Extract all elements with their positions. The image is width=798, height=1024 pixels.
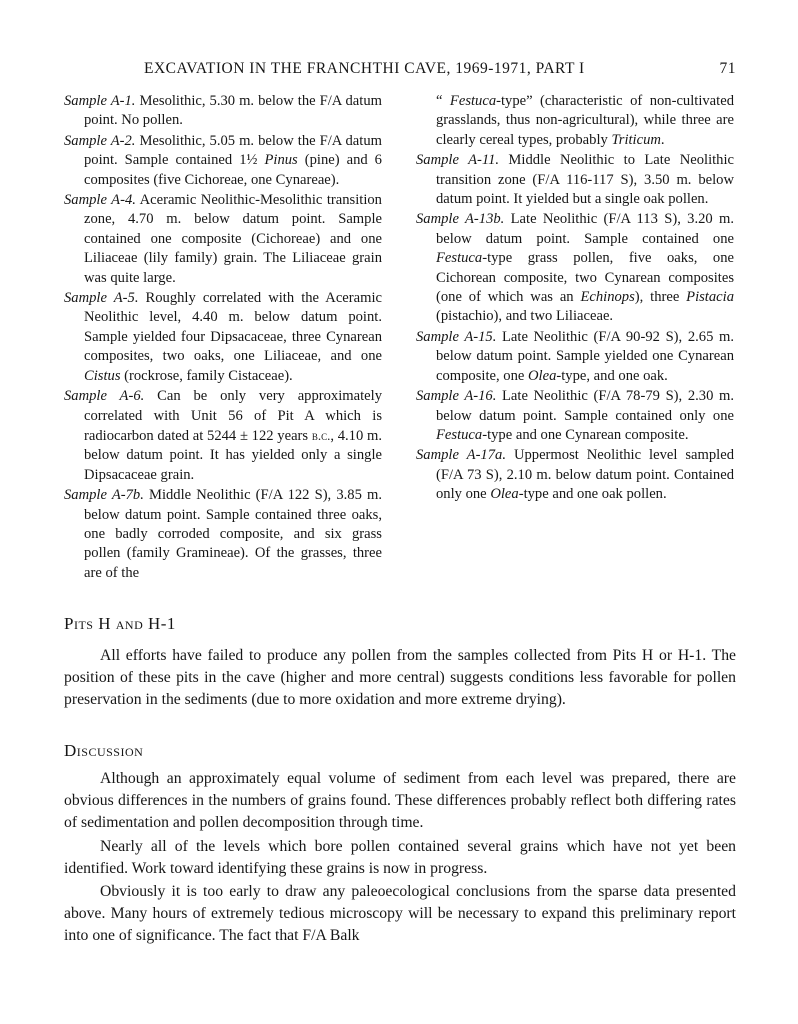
sample-text: ), three	[634, 289, 687, 306]
sample-text: Middle Neolithic to Late Neolithic transition zone (F/A 116-117 S), 3.50 m. below datum point. It yielded but a single oak pollen.	[436, 152, 735, 208]
sample-text: Aceramic Neolithic-Mesolithic transition zone, 4.70 m. below datum point. Sample contained one composite (Cichoreae) and one Liliaceae (lily family) grain. The Liliaceae grain was quite large.	[84, 192, 382, 286]
sample-a2-entry	[64, 132, 382, 190]
taxon-name: Olea	[490, 486, 519, 503]
sample-text: Can be only very approximately correlated with Unit 56 of Pit A which is radiocarbon dated at 5244 ± 122 years	[84, 388, 382, 444]
section-heading: Discussion	[64, 741, 144, 760]
left-column	[64, 92, 382, 584]
sample-text: -type” (characteristic of non-cultivated grasslands, thus non-agricultural), while three are clearly cereal types, probably	[436, 93, 734, 148]
sample-text: (pistachio), and two Liliaceae.	[436, 308, 614, 325]
sample-text: (rockrose, family Cistaceae).	[120, 367, 293, 384]
sample-a7b-entry	[64, 486, 382, 583]
section-heading: Pits H and H-1	[64, 614, 176, 633]
sample-text: , 4.10 m. below datum point. It has yielded only a single Dipsacaceae grain.	[84, 427, 382, 483]
sample-text: Uppermost Neolithic level sampled (F/A 73 S), 2.10 m. below datum point. Contained only one	[436, 447, 734, 503]
sample-text: “	[436, 93, 450, 109]
sample-text: Mesolithic, 5.05 m. below the F/A datum point. Sample contained 1½	[84, 132, 382, 169]
taxon-name: Echinops	[580, 289, 635, 306]
sample-a17a-entry	[416, 446, 734, 504]
sample-text: Late Neolithic (F/A 113 S), 3.20 m. below datum point. Sample contained one	[436, 211, 734, 247]
sample-label: Sample A-1.	[64, 93, 136, 109]
sample-a15-entry	[416, 328, 734, 386]
sample-label: Sample A-17a.	[416, 447, 506, 464]
sample-text: -type and one oak pollen.	[518, 486, 667, 503]
sample-label: Sample A-5.	[64, 290, 139, 307]
right-column	[416, 92, 734, 506]
taxon-name: Pistacia	[686, 289, 734, 306]
sample-a5-entry	[64, 289, 382, 386]
sample-a4-entry	[64, 191, 382, 288]
taxon-name: Festuca	[449, 93, 497, 109]
sample-text: -type and one Cynarean composite.	[482, 426, 689, 443]
sample-text: .	[660, 131, 665, 148]
body-paragraph: All efforts have failed to produce any pollen from the samples collected from Pits H or H-1. The position of these pits in the cave (higher and more central) suggests conditions less favorable for pollen preservation in the sediments (due to more oxidation and more extreme drying).	[64, 647, 736, 709]
taxon-name: Festuca	[436, 426, 483, 443]
sample-label: Sample A-2.	[64, 132, 136, 149]
discussion-section	[64, 740, 736, 948]
sample-label: Sample A-13b.	[416, 211, 505, 228]
sample-text: -type grass pollen, five oaks, one Cichorean composite, two Cynarean composites (one of which was an	[436, 250, 734, 306]
page-number: 71	[719, 60, 736, 77]
body-paragraph: Although an approximately equal volume of sediment from each level was prepared, there are obvious differences in the numbers of grains found. These differences probably reflect both differing rates of sedimentation and pollen decomposition through time.	[64, 770, 736, 832]
sample-text: -type, and one oak.	[556, 367, 668, 384]
sample-label: Sample A-6.	[64, 388, 145, 405]
sample-a6-entry	[64, 387, 382, 485]
sample-a16-entry	[416, 387, 734, 445]
sample-text: (pine) and 6 composites (five Cichoreae, one Cynareae).	[84, 152, 382, 188]
body-paragraph: Obviously it is too early to draw any paleoecological conclusions from the sparse data presented above. Many hours of extremely tedious microscopy will be necessary to expand this preliminary report into one of significance. The fact that F/A Balk	[64, 883, 736, 945]
sample-a13b-entry	[416, 210, 734, 326]
taxon-name: Olea	[528, 367, 557, 384]
sample-label: Sample A-16.	[416, 388, 497, 405]
pits-section	[64, 613, 736, 712]
sample-label: Sample A-4.	[64, 192, 136, 209]
sample-a11-entry	[416, 151, 734, 209]
sample-label: Sample A-15.	[416, 328, 497, 345]
sample-text: Late Neolithic (F/A 90-92 S), 2.65 m. below datum point. Sample yielded one Cynarean composite, one	[436, 328, 734, 384]
body-paragraph: Nearly all of the levels which bore pollen contained several grains which have not yet been identified. Work toward identifying these grains is now in progress.	[64, 837, 736, 877]
sample-text: Middle Neolithic (F/A 122 S), 3.85 m. below datum point. Sample contained three oaks, one badly corroded composite, and six grass pollen (family Gramineae). Of the grasses, three are of the	[84, 487, 382, 581]
taxon-name: Cistus	[84, 367, 121, 384]
sample-text: Late Neolithic (F/A 78-79 S), 2.30 m. below datum point. Sample contained only one	[436, 388, 734, 424]
sample-label: Sample A-7b.	[64, 487, 144, 504]
taxon-name: Festuca	[436, 250, 483, 267]
taxon-name: Pinus	[264, 152, 298, 169]
running-header	[66, 60, 736, 82]
sample-text: Roughly correlated with the Aceramic Neolithic level, 4.40 m. below datum point. Sample yielded four Dipsacaceae, three Cynarean composites, two oaks, one Liliaceae, and one	[84, 290, 382, 365]
running-title: EXCAVATION IN THE FRANCHTHI CAVE, 1969-1971, PART I	[144, 60, 585, 77]
sample-label: Sample A-11.	[416, 152, 500, 169]
sample-a7b-continuation	[416, 92, 734, 150]
sample-text: Mesolithic, 5.30 m. below the F/A datum point. No pollen.	[84, 93, 382, 129]
sample-a1-entry	[64, 92, 382, 131]
era-abbreviation: b.c.	[311, 427, 331, 443]
taxon-name: Triticum	[611, 131, 661, 148]
